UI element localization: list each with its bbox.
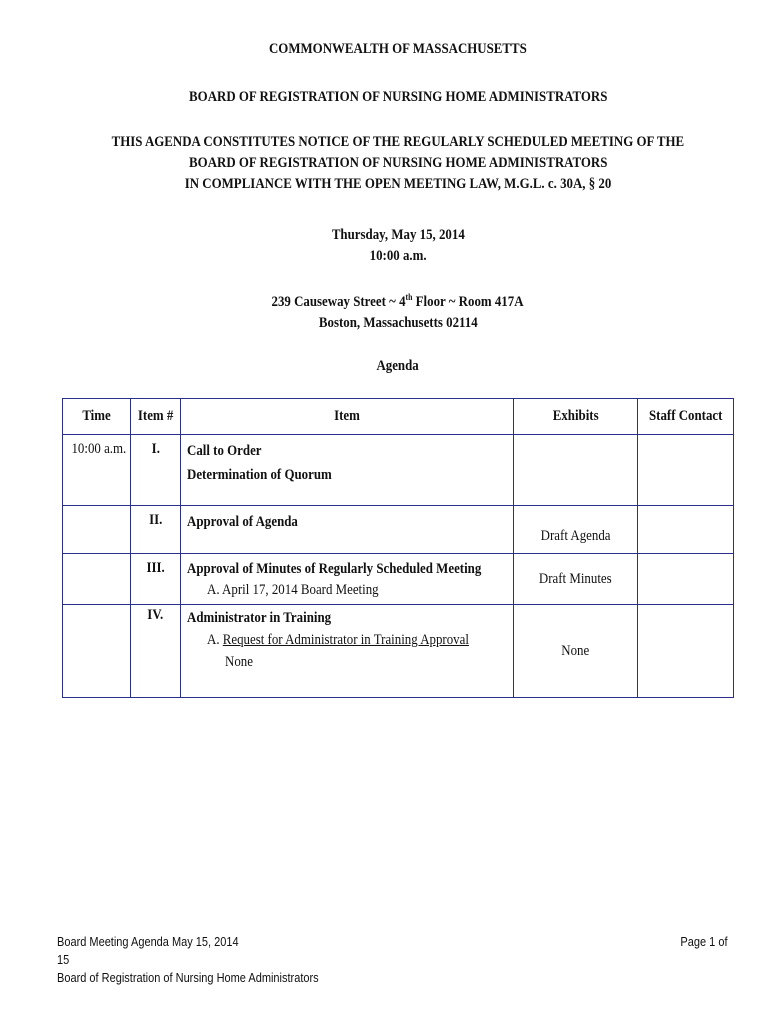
row-time (63, 554, 131, 605)
meeting-date: Thursday, May 15, 2014 (331, 227, 465, 243)
row-item-number: IV. (131, 605, 181, 698)
row-exhibit: None (514, 605, 638, 698)
col-header-item-number: Item # (131, 399, 181, 435)
row-item-number: I. (131, 435, 181, 506)
row-staff-contact (638, 506, 734, 554)
footer-left (57, 933, 354, 987)
address-city: Boston, Massachusetts 02114 (318, 315, 478, 331)
row-exhibit: Draft Minutes (514, 554, 638, 605)
agenda-table (62, 398, 734, 698)
meeting-datetime (0, 225, 770, 267)
col-header-exhibits: Exhibits (514, 399, 638, 435)
row-time: 10:00 a.m. (63, 435, 131, 506)
row-time (63, 605, 131, 698)
row-staff-contact (638, 435, 734, 506)
aitr-approval-link[interactable]: Request for Administrator in Training Approval (222, 632, 469, 648)
footer-title: Board Meeting Agenda May 15, 2014 (57, 935, 239, 949)
meeting-location: 239 Causeway Street ~ 4th Floor ~ Room 417A Boston, Massachusetts 02114 (0, 287, 770, 334)
meeting-time: 10:00 a.m. (369, 248, 427, 264)
table-row (63, 435, 734, 506)
row-staff-contact (638, 554, 734, 605)
agenda-heading: Agenda (376, 358, 420, 374)
row-exhibit (514, 435, 638, 506)
header-board: BOARD OF REGISTRATION OF NURSING HOME ADMINISTRATORS (188, 89, 608, 105)
row-exhibit: Draft Agenda (514, 506, 638, 554)
table-row (63, 605, 734, 698)
footer-right (674, 933, 728, 951)
row-item: Approval of Minutes of Regularly Scheduled Meeting A. April 17, 2014 Board Meeting (181, 554, 514, 605)
row-item-number: II. (131, 506, 181, 554)
col-header-staff-contact: Staff Contact (638, 399, 734, 435)
col-header-item: Item (181, 399, 514, 435)
table-row (63, 506, 734, 554)
header-notice: THIS AGENDA CONSTITUTES NOTICE OF THE REGULARLY SCHEDULED MEETING OF THE BOARD OF REGISTRATION OF NURSING HOME ADMINISTRATORS IN COMPLIANCE WITH THE OPEN MEETING LAW, M.G.L. c. 30A, § 20 (111, 134, 685, 192)
row-item: Administrator in Training A. Request for Administrator in Training Approval None (181, 605, 514, 698)
footer-board: Board of Registration of Nursing Home Administrators (57, 971, 319, 985)
table-row (63, 554, 734, 605)
row-item: Call to Order Determination of Quorum (181, 435, 514, 506)
row-item-number: III. (131, 554, 181, 605)
row-time (63, 506, 131, 554)
footer-page-total: 15 (57, 953, 70, 967)
table-header-row (63, 399, 734, 435)
row-item: Approval of Agenda (181, 506, 514, 554)
header-commonwealth: COMMONWEALTH OF MASSACHUSETTS (269, 41, 527, 57)
row-staff-contact (638, 605, 734, 698)
col-header-time: Time (63, 399, 131, 435)
address-street: 239 Causeway Street ~ 4 (271, 294, 407, 310)
footer-page-number: Page 1 of (680, 935, 728, 949)
